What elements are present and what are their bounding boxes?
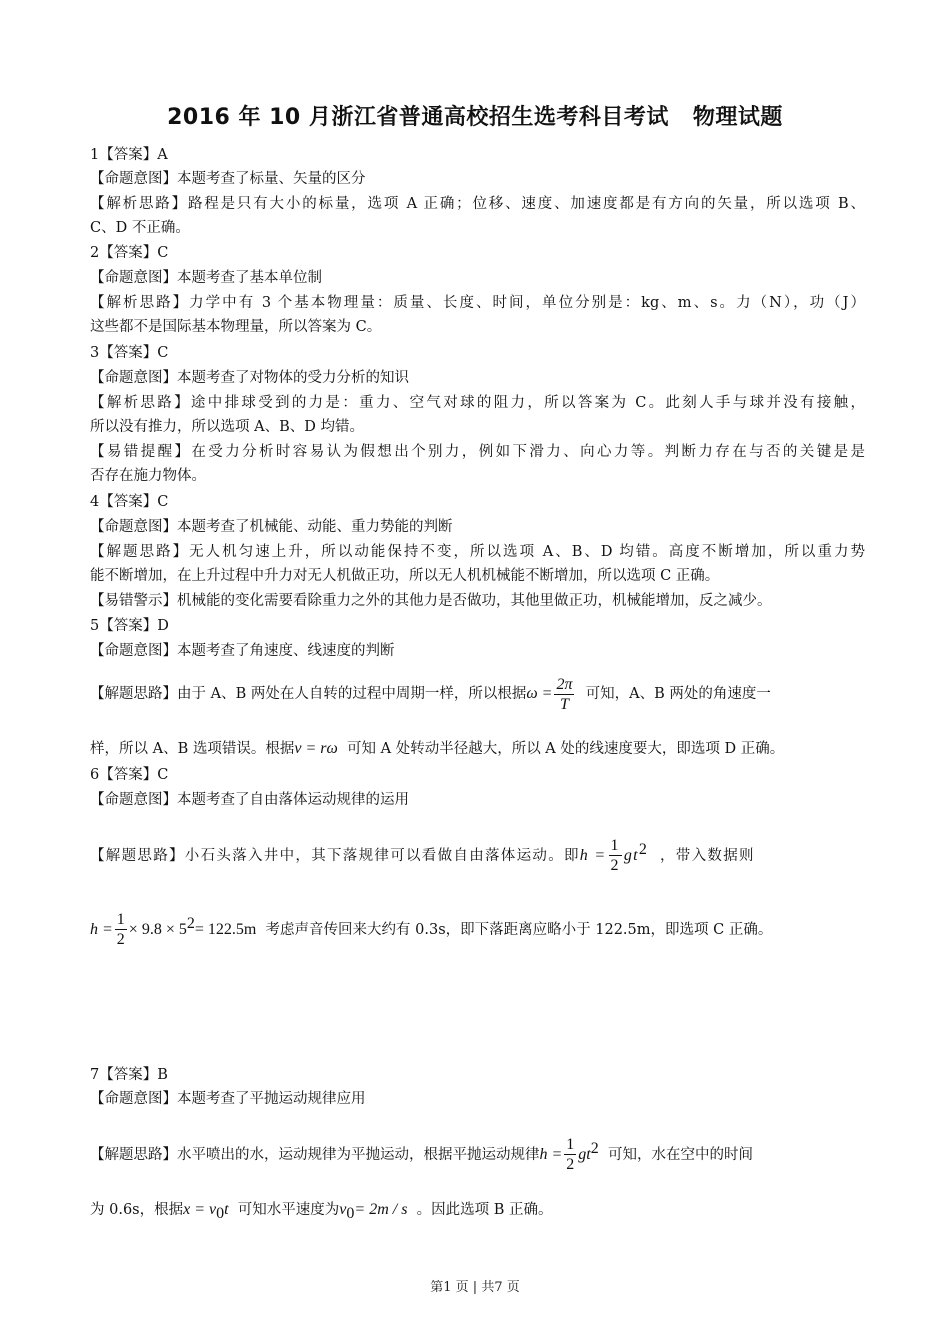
q3-intent: 【命题意图】本题考查了对物体的受力分析的知识 [90, 370, 409, 386]
page-title [0, 100, 950, 131]
q5-intent: 【命题意图】本题考查了角速度、线速度的判断 [90, 643, 395, 659]
q4-intent: 【命题意图】本题考查了机械能、动能、重力势能的判断 [90, 519, 453, 535]
fraction-one-half-q7: $\frac{1}{2}$ [566, 1136, 575, 1174]
title-subject: 物理试题 [692, 105, 783, 130]
q6-analysis: 【解题思路】小石头落入井中，其下落规律可以看做自由落体运动。即h = $\frac{1}{2}$ $gt^2$ ，带入数据则 [90, 837, 755, 875]
q4-analysis-cont: 能不断增加，在上升过程中升力对无人机做正功，所以无人机机械能不断增加，所以选项 C 正确。 [90, 568, 720, 584]
q7-answer: 7【答案】B [90, 1067, 168, 1083]
q4-analysis: 【解题思路】无人机匀速上升，所以动能保持不变，所以选项 A、B、D 均错。高度不断增加，所以重力势 [90, 544, 865, 560]
q6-calculation: h = $\frac{1}{2}$ × $9.8 \times 5^2= 122.5m$ 考虑声音传回来大约有 0.3s，即下落距离应略小于 122.5m，即选项 C 正确。 [90, 911, 773, 949]
q3-tip: 【易错提醒】在受力分析时容易认为假想出个别力，例如下滑力、向心力等。判断力存在与否的关键是是 [90, 444, 865, 460]
q2-analysis-cont: 这些都不是国际基本物理量，所以答案为 C。 [90, 319, 382, 335]
q5-analysis-cont: 样，所以 A、B 选项错误。根据v = rω 可知 A 处转动半径越大，所以 A 处的线速度要大，即选项 D 正确。 [90, 740, 785, 757]
q5-answer: 5【答案】D [90, 618, 169, 634]
q1-answer: 1【答案】A [90, 147, 168, 163]
omega-formula: ω = [526, 685, 553, 702]
q2-answer: 2【答案】C [90, 245, 169, 261]
q2-analysis: 【解析思路】力学中有 3 个基本物理量：质量、长度、时间，单位分别是：kg、m、s。力（N），功（J） [90, 295, 865, 311]
q3-answer: 3【答案】C [90, 345, 169, 361]
q2-intent: 【命题意图】本题考查了基本单位制 [90, 270, 322, 286]
q1-analysis: 【解析思路】路程是只有大小的标量，选项 A 正确；位移、速度、加速度都是有方向的矢量，所以选项 B、 [90, 196, 865, 212]
v-equals-r-omega: v = rω [294, 740, 338, 757]
q6-intent: 【命题意图】本题考查了自由落体运动规律的运用 [90, 792, 409, 808]
q1-intent: 【命题意图】本题考查了标量、矢量的区分 [90, 171, 366, 187]
q6-answer: 6【答案】C [90, 767, 169, 783]
q7-analysis: 【解题思路】水平喷出的水，运动规律为平抛运动，根据平抛运动规律h = $\frac{1}{2}$ $gt^2$ 可知，水在空中的时间 [90, 1136, 753, 1174]
title-main: 2016 年 10 月浙江省普通高校招生选考科目考试 [167, 105, 669, 130]
q3-analysis-cont: 所以没有推力，所以选项 A、B、D 均错。 [90, 419, 364, 435]
q3-tip-cont: 否存在施力物体。 [90, 468, 206, 484]
q4-warning: 【易错警示】机械能的变化需要看除重力之外的其他力是否做功，其他里做正功，机械能增加，反之减少。 [90, 593, 772, 609]
q5-analysis: 【解题思路】由于 A、B 两处在人自转的过程中周期一样，所以根据ω = $\frac{2\pi}{T}$ 可知，A、B 两处的角速度一 [90, 675, 771, 713]
fraction-one-half-calc: $\frac{1}{2}$ [116, 911, 125, 949]
q7-intent: 【命题意图】本题考查了平抛运动规律应用 [90, 1091, 366, 1107]
q1-analysis-cont: C、D 不正确。 [90, 220, 190, 236]
q3-analysis: 【解析思路】途中排球受到的力是：重力、空气对球的阻力，所以答案为 C。此刻人手与球并没有接触， [90, 395, 865, 411]
q7-analysis-cont: 为 0.6s，根据$x = v_0t$ 可知水平速度为$v_0= 2m / s$ 。因此选项 B 正确。 [90, 1201, 553, 1222]
page-footer: 第1 页 | 共7 页 [430, 1280, 520, 1295]
fraction-one-half: $\frac{1}{2}$ [610, 837, 620, 875]
q4-answer: 4【答案】C [90, 494, 169, 510]
fraction-2pi-over-T: $\frac{2\pi}{T}$ [556, 675, 573, 713]
